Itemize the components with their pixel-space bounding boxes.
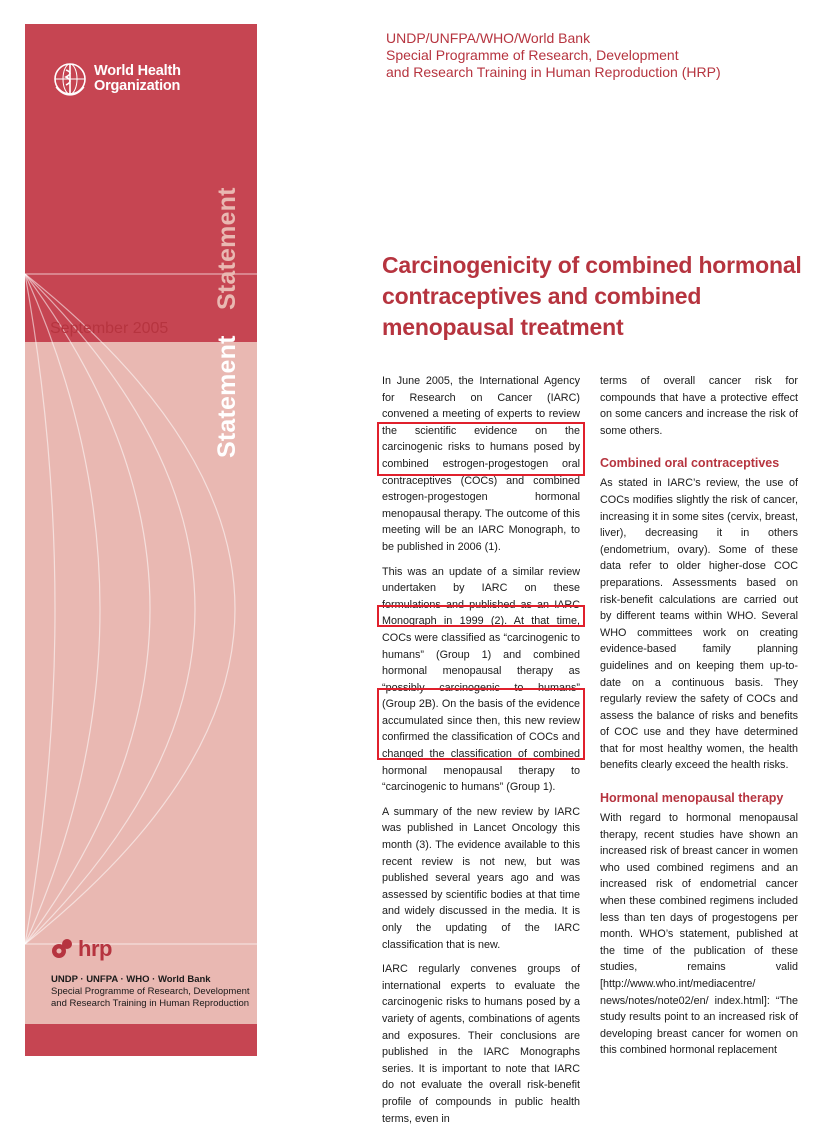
paragraph-intro: In June 2005, the International Agency for Research on Cancer (IARC) convened a meeting of experts to review the scientific evidence on the carcinogenic risks to humans posed by combined estrogen-progestogen oral contraceptives (COCs) and combined estrogen-progestogen hormonal menopausal therapy. The outcome of this meeting will be an IARC Monograph, to be published in 2006 (1). (382, 375, 580, 553)
publication-date: September 2005 (50, 320, 169, 337)
text-column-right (600, 373, 798, 1067)
paragraph-cocs: As stated in IARC’s review, the use of COCs modifies slightly the risk of cancer, increasing it in some sites (cervix, breast, liver), decreasing it in others (endometrium, ovary). Some of these data refer to older higher-dose COC preparations. Assessments based on risk-benefit calculations are carried out by different teams within WHO. Several WHO committees work on creating evidence-based family planning guidelines and on keeping them up-to-date on a continuous basis. They regularly review the safety of COCs and assess the balance of risks and benefits of COC use and they have determined that for most healthy women, the health benefits clearly exceed the health risks. (600, 477, 798, 772)
statement-label-top: Statement (213, 187, 241, 310)
paragraph-summary: A summary of the new review by IARC was published in Lancet Oncology this month (3). The evidence available to this recent review is not new, but was published several years ago and was assessed by scientific bodies at that time and widely discussed in the media. It is only the updating of the IARC classification that is new. (382, 805, 580, 951)
org-name-line1: World Health (94, 63, 181, 79)
paragraph-menopausal: With regard to hormonal menopausal therapy, recent studies have shown an increased risk of breast cancer in women who used combined regimens and an increased risk of endometrial cancer when these combined regimens included less than ten days of progestogens per month. WHO’s statement, published at the time of the publication of these studies, remains valid [http://www.who.int/mediacentre/ news/notes/note02/en/ index.html]: “The study results point to an increased risk of developing breast cancer for women on this combined hormonal replacement (600, 812, 798, 1057)
header-line-2: Special Programme of Research, Development (386, 47, 679, 63)
sidebar-panel (25, 24, 257, 1056)
paragraph-iarc: IARC regularly convenes groups of international experts to evaluate the carcinogenic risks to humans posed by a variety of agents, combinations of agents and exposures. Their conclusions are published in the IARC Monographs series. It is important to note that IARC do not evaluate the overall risk-benefit profile of compounds in public health terms, even in (382, 963, 580, 1125)
text-column-left (382, 373, 580, 1135)
header-line-1: UNDP/UNFPA/WHO/World Bank (386, 30, 591, 46)
programme-header (386, 30, 721, 81)
hrp-emblem-icon (51, 938, 75, 960)
statement-label-bottom: Statement (213, 335, 241, 458)
paragraph-continued: terms of overall cancer risk for compounds that have a protective effect on some cancers and increase the risk of some others. (600, 375, 798, 437)
hrp-line-1: UNDP · UNFPA · WHO · World Bank (51, 974, 211, 985)
hrp-logo (51, 936, 112, 962)
header-line-3: and Research Training in Human Reproduction (HRP) (386, 64, 721, 80)
who-logo (52, 61, 181, 97)
paragraph-update: This was an update of a similar review undertaken by IARC on these formulations and published as an IARC Monograph in 1999 (2). At that time, COCs were classified as “carcinogenic to humans” (Group 1) and combined hormonal menopausal therapy as “possibly carcinogenic to humans” (Group 2B). On the basis of the evidence accumulated since then, this new review confirmed the classification of COCs and changed the classification of combined hormonal menopausal therapy to “carcinogenic to humans” (Group 1). (382, 565, 580, 794)
globe-lines-graphic (25, 24, 257, 1056)
hrp-line-3: and Research Training in Human Reproduction (51, 998, 250, 1009)
who-wordmark (94, 64, 181, 94)
hrp-logo-text: hrp (78, 936, 112, 961)
hrp-line-2: Special Programme of Research, Development (51, 986, 250, 997)
who-emblem-icon (52, 61, 88, 97)
hrp-programme-text (51, 974, 250, 1010)
document-title: Carcinogenicity of combined hormonal contraceptives and combined menopausal treatment (382, 252, 802, 340)
org-name-line2: Organization (94, 78, 181, 94)
heading-hormonal-menopausal-therapy: Hormonal menopausal therapy (600, 791, 784, 806)
heading-combined-oral-contraceptives: Combined oral contraceptives (600, 456, 780, 471)
